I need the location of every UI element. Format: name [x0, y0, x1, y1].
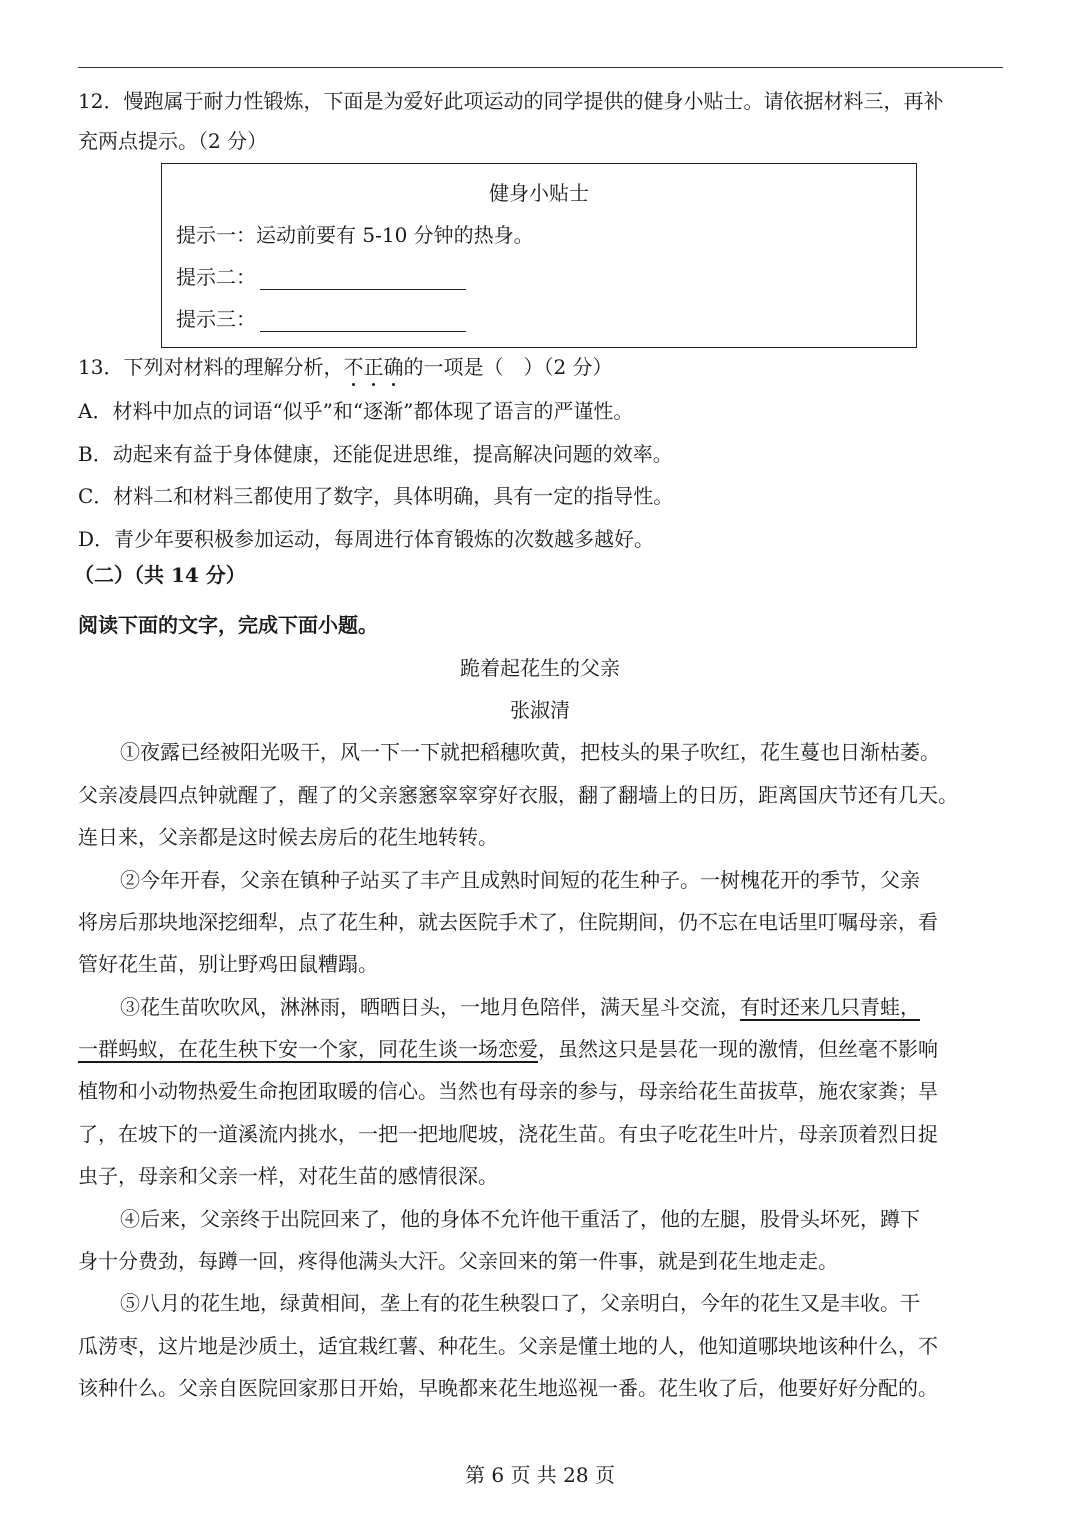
para-3-text: ，虽然这只是昙花一现的激情，但丝毫不影响 [538, 1037, 938, 1061]
para-1-line-2: 父亲凌晨四点钟就醒了，醒了的父亲窸窸窣窣穿好衣服，翻了翻墙上的日历，距离国庆节还有几天。 [78, 783, 958, 807]
tip-3-answer-blank[interactable] [260, 309, 466, 332]
emphasis-char: 确 [383, 355, 404, 379]
underlined-sentence: 有时还来几只青蛙， [740, 995, 920, 1019]
para-3-line-3: 植物和小动物热爱生命抱团取暖的信心。当然也有母亲的参与，母亲给花生苗拔草，施农家粪；旱 [78, 1079, 938, 1103]
para-3-line-4: 了，在坡下的一道溪流内挑水，一把一把地爬坡，浇花生苗。有虫子吃花生叶片，母亲顶着烈日捉 [78, 1122, 938, 1146]
para-4-line-1: ④后来，父亲终于出院回来了，他的身体不允许他干重活了，他的左腿，股骨头坏死，蹲下 [120, 1207, 920, 1231]
tip-2 [176, 264, 466, 290]
para-1-line-3: 连日来，父亲都是这时候去房后的花生地转转。 [78, 825, 498, 849]
q13-option-b: B．动起来有益于身体健康，还能促进思维，提高解决问题的效率。 [78, 442, 673, 466]
para-1-line-1: ①夜露已经被阳光吸干，风一下一下就把稻穗吹黄，把枝头的果子吹红，花生蔓也日渐枯萎。 [120, 740, 940, 764]
para-2-line-2: 将房后那块地深挖细犁，点了花生种，就去医院手术了，住院期间，仍不忘在电话里叮嘱母亲，看 [78, 910, 938, 934]
q12-line-2: 充两点提示。（2 分） [78, 129, 268, 153]
para-2-line-1: ②今年开春，父亲在镇种子站买了丰产且成熟时间短的花生种子。一树槐花开的季节，父亲 [120, 868, 920, 892]
reading-instruction: 阅读下面的文字，完成下面小题。 [78, 613, 378, 637]
fitness-tips-box [161, 163, 917, 348]
q13-option-d: D．青少年要积极参加运动，每周进行体育锻炼的次数越多越好。 [78, 527, 655, 551]
para-3-text: ③花生苗吹吹风，淋淋雨，晒晒日头，一地月色陪伴，满天星斗交流， [120, 995, 740, 1019]
emphasis-char: 不 [343, 355, 364, 379]
para-5-line-1: ⑤八月的花生地，绿黄相间，垄上有的花生秧裂口了，父亲明白，今年的花生又是丰收。干 [120, 1291, 920, 1315]
para-3-line-5: 虫子，母亲和父亲一样，对花生苗的感情很深。 [78, 1164, 498, 1188]
q13-option-c: C．材料二和材料三都使用了数字，具体明确，具有一定的指导性。 [78, 484, 674, 508]
underlined-sentence: 一群蚂蚁，在花生秧下安一个家，同花生谈一场恋爱 [78, 1037, 538, 1061]
para-2-line-3: 管好花生苗，别让野鸡田鼠糟蹋。 [78, 952, 378, 976]
tip-2-answer-blank[interactable] [260, 267, 466, 290]
article-author: 张淑清 [510, 698, 570, 722]
para-5-line-3: 该种什么。父亲自医院回家那日开始，早晚都来花生地巡视一番。花生收了后，他要好好分配的。 [78, 1376, 938, 1400]
section-2-heading: （二）（共 14 分） [74, 563, 246, 587]
q13-option-a: A．材料中加点的词语“似乎”和“逐渐”都体现了语言的严谨性。 [78, 399, 634, 423]
tip-1: 提示一：运动前要有 5-10 分钟的热身。 [176, 223, 534, 247]
para-5-line-2: 瓜涝枣，这片地是沙质土，适宜栽红薯、种花生。父亲是懂土地的人，他知道哪块地该种什么，不 [78, 1334, 938, 1358]
q12-line-1: 12．慢跑属于耐力性锻炼，下面是为爱好此项运动的同学提供的健身小贴士。请依据材料三，再补 [78, 89, 944, 113]
tips-title: 健身小贴士 [489, 181, 589, 205]
tip-2-label: 提示二： [176, 265, 256, 289]
para-4-line-2: 身十分费劲，每蹲一回，疼得他满头大汗。父亲回来的第一件事，就是到花生地走走。 [78, 1249, 838, 1273]
top-divider [78, 67, 1003, 68]
tip-3-label: 提示三： [176, 307, 256, 331]
q13-prefix: 13．下列对材料的理解分析， [78, 355, 344, 379]
para-3-line-2 [78, 1036, 1003, 1062]
para-3-line-1 [120, 994, 1045, 1020]
emphasis-char: 正 [363, 355, 384, 379]
q13-suffix: 的一项是（ ）（2 分） [403, 355, 613, 379]
q13-stem [78, 354, 1003, 380]
article-title: 跪着起花生的父亲 [460, 656, 620, 680]
tip-3 [176, 306, 466, 332]
page-number: 第 6 页 共 28 页 [465, 1463, 615, 1487]
